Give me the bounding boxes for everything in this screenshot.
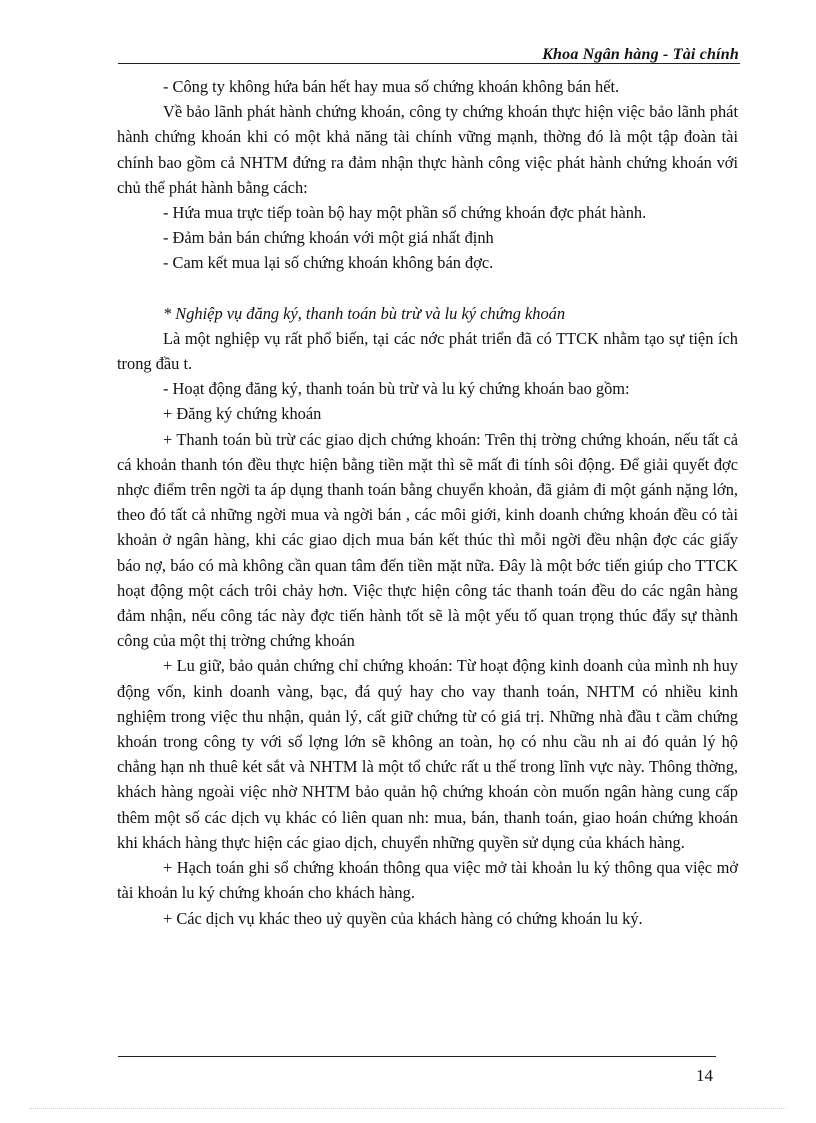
paragraph: - Đảm bản bán chứng khoán với một giá nhất định (163, 228, 494, 248)
paragraph: Là một nghiệp vụ rất phổ biến, tại các nớc phát triển đã có TTCK nhằm tạo sự tiện ích trong đầu t. (117, 328, 738, 374)
paragraph: - Hứa mua trực tiếp toàn bộ hay một phần số chứng khoán đợc phát hành. (163, 203, 647, 223)
page-edge-divider (30, 1108, 786, 1109)
paragraph: Về bảo lãnh phát hành chứng khoán, công ty chứng khoán thực hiện việc bảo lãnh phát hành chứng khoán khi có một khả năng tài chính vững mạnh, thờng đó là một tập đoàn tài chính bao gồm cả NHTM đứng ra đảm nhận thực hành công việc phát hành chứng khoán với chủ thể phát hành bằng cách: (117, 102, 738, 197)
paragraph: - Cam kết mua lại số chứng khoán không bán đợc. (163, 253, 494, 273)
paragraph: + Lu giữ, bảo quản chứng chỉ chứng khoán: Từ hoạt động kinh doanh của mình nh huy động vốn, kinh doanh vàng, bạc, đá quý hay cho vay thanh toán, NHTM có nhiều kinh nghiệm trong việc thu nhận, quản lý, cất giữ chứng từ có giá trị. Những nhà đầu t cầm chứng khoán trong công ty với số lợng lớn sẽ không an toàn, họ có nhu cầu nh ai đó quản lý hộ chẳng hạn nh thuê két sắt và NHTM là một tổ chức rất u thế trong lĩnh vực này. Thông thờng, khách hàng ngoài việc nhờ NHTM bảo quản hộ chứng khoán còn muốn ngân hàng cung cấp thêm một số các dịch vụ khác có liên quan nh: mua, bán, thanh toán, giao hoán chứng khoán khi khách hàng thực hiện các giao dịch, chuyển những quyền sử dụng của khách hàng. (117, 656, 738, 852)
section-heading: * Nghiệp vụ đăng ký, thanh toán bù trừ và lu ký chứng khoán (163, 303, 566, 323)
document-body (117, 74, 738, 931)
page-header-title: Khoa Ngân hàng - Tài chính (542, 46, 739, 63)
footer-divider (118, 1056, 716, 1057)
header-divider (118, 63, 740, 64)
paragraph: - Hoạt động đăng ký, thanh toán bù trừ và lu ký chứng khoán bao gồm: (163, 379, 630, 399)
paragraph: + Các dịch vụ khác theo uỷ quyền của khách hàng có chứng khoán lu ký. (163, 908, 643, 928)
paragraph: + Thanh toán bù trừ các giao dịch chứng khoán: Trên thị trờng chứng khoán, nếu tất cả cá khoản thanh tón đều thực hiện bằng tiền mặt thì sẽ mất đi tính sôi động. Để giải quyết đợc nhợc điểm trên ngời ta áp dụng thanh toán bằng chuyển khoản, đã giảm đi một gánh nặng lớn, theo đó tất cả những ngời mua và ngời bán , các môi giới, kinh doanh chứng khoán đều có tài khoản ở ngân hàng, khi các giao dịch mua bán kết thúc thì mỗi ngời đều nhận đợc các giấy báo nợ, báo có mà không cần quan tâm đến tiền mặt nữa. Đây là một bớc tiến giúp cho TTCK hoạt động một cách trôi chảy hơn. Việc thực hiện công tác thanh toán đều do các ngân hàng đảm nhận, nếu công tác này đợc tiến hành tốt sẽ là một yếu tố quan trọng thúc đẩy sự thành công của một thị trờng chứng khoán (117, 429, 738, 651)
paragraph: - Công ty không hứa bán hết hay mua số chứng khoán không bán hết. (163, 77, 620, 96)
paragraph: + Hạch toán ghi sổ chứng khoán thông qua việc mở tài khoản lu ký thông qua việc mở tài khoản lu ký chứng khoán cho khách hàng. (117, 858, 738, 903)
paragraph: + Đăng ký chứng khoán (163, 404, 322, 424)
page-number: 14 (696, 1066, 713, 1085)
